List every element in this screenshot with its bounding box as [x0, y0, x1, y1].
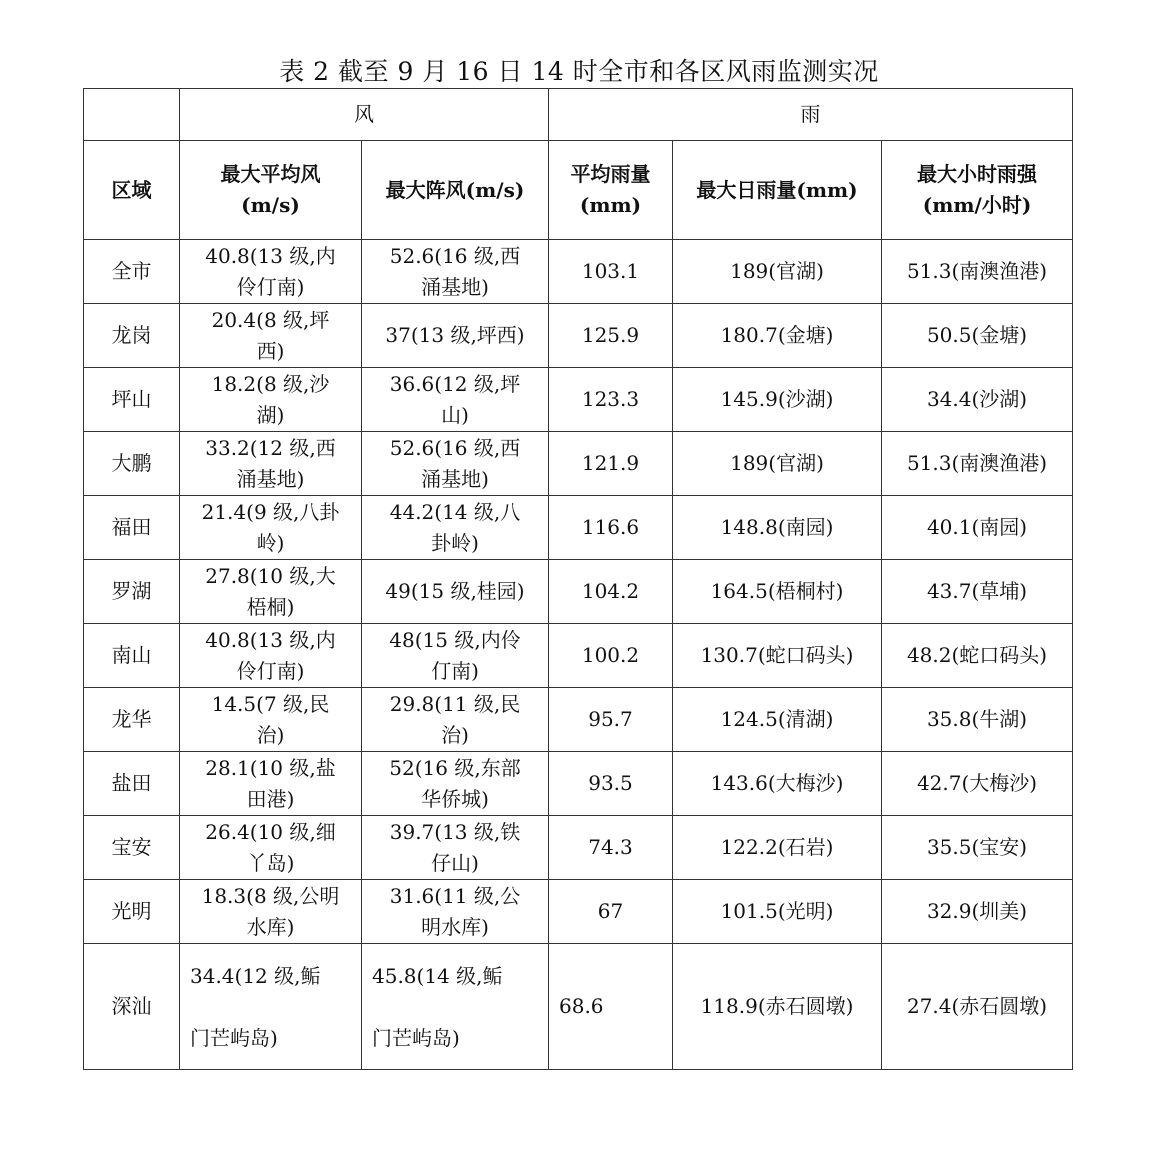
cell-avg-rain: 103.1	[549, 240, 673, 304]
cell-max-avg-wind: 18.3(8 级,公明 水库)	[180, 880, 362, 944]
table-row	[84, 368, 1073, 432]
cell-max-gust: 36.6(12 级,坪 山)	[362, 368, 549, 432]
table-row	[84, 944, 1073, 1070]
cell-max-daily-rain: 101.5(光明)	[673, 880, 882, 944]
header-avg-rain-line1: 平均雨量	[570, 162, 651, 186]
cell-region: 全市	[84, 240, 180, 304]
cell-max-daily-rain: 164.5(梧桐村)	[673, 560, 882, 624]
cell-max-avg-wind: 28.1(10 级,盐 田港)	[180, 752, 362, 816]
table-row	[84, 688, 1073, 752]
table-row	[84, 560, 1073, 624]
cell-max-avg-wind: 21.4(9 级,八卦 岭)	[180, 496, 362, 560]
cell-max-hourly-rain: 43.7(草埔)	[882, 560, 1073, 624]
cell-avg-rain: 125.9	[549, 304, 673, 368]
table-row	[84, 432, 1073, 496]
cell-region: 深汕	[84, 944, 180, 1070]
wind-group-header: 风	[180, 89, 549, 141]
cell-region: 龙岗	[84, 304, 180, 368]
header-max-hourly-rain	[882, 141, 1073, 240]
cell-region: 龙华	[84, 688, 180, 752]
cell-max-daily-rain: 122.2(石岩)	[673, 816, 882, 880]
cell-max-hourly-rain: 32.9(圳美)	[882, 880, 1073, 944]
header-max-avg-wind-line1: 最大平均风	[220, 162, 321, 186]
header-max-gust: 最大阵风(m/s)	[362, 141, 549, 240]
table-row	[84, 496, 1073, 560]
cell-max-hourly-rain: 35.5(宝安)	[882, 816, 1073, 880]
header-max-hourly-line2: (mm/小时)	[922, 193, 1032, 217]
cell-max-hourly-rain: 40.1(南园)	[882, 496, 1073, 560]
cell-region: 大鹏	[84, 432, 180, 496]
cell-region: 光明	[84, 880, 180, 944]
weather-monitoring-table	[83, 88, 1073, 1070]
cell-max-gust: 39.7(13 级,铁 仔山)	[362, 816, 549, 880]
cell-avg-rain: 68.6	[549, 944, 673, 1070]
table-row	[84, 304, 1073, 368]
cell-max-hourly-rain: 51.3(南澳渔港)	[882, 240, 1073, 304]
cell-max-avg-wind: 34.4(12 级,鲘 门芒屿岛)	[180, 944, 362, 1070]
cell-max-avg-wind: 14.5(7 级,民 治)	[180, 688, 362, 752]
cell-avg-rain: 67	[549, 880, 673, 944]
column-header-row	[84, 141, 1073, 240]
header-max-avg-wind	[180, 141, 362, 240]
cell-max-daily-rain: 124.5(清湖)	[673, 688, 882, 752]
cell-max-avg-wind: 40.8(13 级,内 伶仃南)	[180, 624, 362, 688]
cell-max-daily-rain: 189(官湖)	[673, 240, 882, 304]
header-avg-rain	[549, 141, 673, 240]
cell-max-gust: 37(13 级,坪西)	[362, 304, 549, 368]
table-row	[84, 624, 1073, 688]
cell-max-gust: 52.6(16 级,西 涌基地)	[362, 432, 549, 496]
cell-max-daily-rain: 189(官湖)	[673, 432, 882, 496]
cell-max-avg-wind: 20.4(8 级,坪 西)	[180, 304, 362, 368]
group-header-row	[84, 89, 1073, 141]
table-row	[84, 880, 1073, 944]
cell-max-hourly-rain: 35.8(牛湖)	[882, 688, 1073, 752]
cell-max-daily-rain: 148.8(南园)	[673, 496, 882, 560]
table-title: 表 2 截至 9 月 16 日 14 时全市和各区风雨监测实况	[279, 57, 879, 86]
cell-max-daily-rain: 118.9(赤石圆墩)	[673, 944, 882, 1070]
rain-group-header: 雨	[549, 89, 1073, 141]
header-max-avg-wind-line2: (m/s)	[241, 193, 300, 217]
cell-region: 宝安	[84, 816, 180, 880]
cell-max-avg-wind: 18.2(8 级,沙 湖)	[180, 368, 362, 432]
cell-max-hourly-rain: 42.7(大梅沙)	[882, 752, 1073, 816]
cell-region: 南山	[84, 624, 180, 688]
cell-max-gust: 49(15 级,桂园)	[362, 560, 549, 624]
cell-max-avg-wind: 40.8(13 级,内 伶仃南)	[180, 240, 362, 304]
cell-max-hourly-rain: 48.2(蛇口码头)	[882, 624, 1073, 688]
empty-corner-cell	[84, 89, 180, 141]
cell-region: 坪山	[84, 368, 180, 432]
cell-max-gust: 52.6(16 级,西 涌基地)	[362, 240, 549, 304]
cell-max-gust: 48(15 级,内伶 仃南)	[362, 624, 549, 688]
table-row	[84, 240, 1073, 304]
cell-max-gust: 45.8(14 级,鲘 门芒屿岛)	[362, 944, 549, 1070]
header-avg-rain-line2: (mm)	[579, 193, 642, 217]
cell-max-gust: 44.2(14 级,八 卦岭)	[362, 496, 549, 560]
cell-max-hourly-rain: 50.5(金塘)	[882, 304, 1073, 368]
cell-max-daily-rain: 130.7(蛇口码头)	[673, 624, 882, 688]
cell-max-hourly-rain: 51.3(南澳渔港)	[882, 432, 1073, 496]
cell-avg-rain: 95.7	[549, 688, 673, 752]
cell-max-daily-rain: 143.6(大梅沙)	[673, 752, 882, 816]
header-max-hourly-line1: 最大小时雨强	[917, 162, 1038, 186]
cell-max-hourly-rain: 27.4(赤石圆墩)	[882, 944, 1073, 1070]
cell-avg-rain: 121.9	[549, 432, 673, 496]
cell-avg-rain: 93.5	[549, 752, 673, 816]
table-row	[84, 752, 1073, 816]
cell-max-daily-rain: 145.9(沙湖)	[673, 368, 882, 432]
header-max-daily-rain: 最大日雨量(mm)	[673, 141, 882, 240]
cell-avg-rain: 123.3	[549, 368, 673, 432]
cell-avg-rain: 116.6	[549, 496, 673, 560]
cell-max-avg-wind: 27.8(10 级,大 梧桐)	[180, 560, 362, 624]
cell-max-gust: 52(16 级,东部 华侨城)	[362, 752, 549, 816]
cell-avg-rain: 100.2	[549, 624, 673, 688]
cell-region: 福田	[84, 496, 180, 560]
cell-region: 罗湖	[84, 560, 180, 624]
cell-max-gust: 31.6(11 级,公 明水库)	[362, 880, 549, 944]
cell-max-gust: 29.8(11 级,民 治)	[362, 688, 549, 752]
cell-max-avg-wind: 26.4(10 级,细 丫岛)	[180, 816, 362, 880]
cell-region: 盐田	[84, 752, 180, 816]
cell-avg-rain: 74.3	[549, 816, 673, 880]
cell-avg-rain: 104.2	[549, 560, 673, 624]
cell-max-avg-wind: 33.2(12 级,西 涌基地)	[180, 432, 362, 496]
table-row	[84, 816, 1073, 880]
cell-max-hourly-rain: 34.4(沙湖)	[882, 368, 1073, 432]
cell-max-daily-rain: 180.7(金塘)	[673, 304, 882, 368]
header-region: 区域	[84, 141, 180, 240]
